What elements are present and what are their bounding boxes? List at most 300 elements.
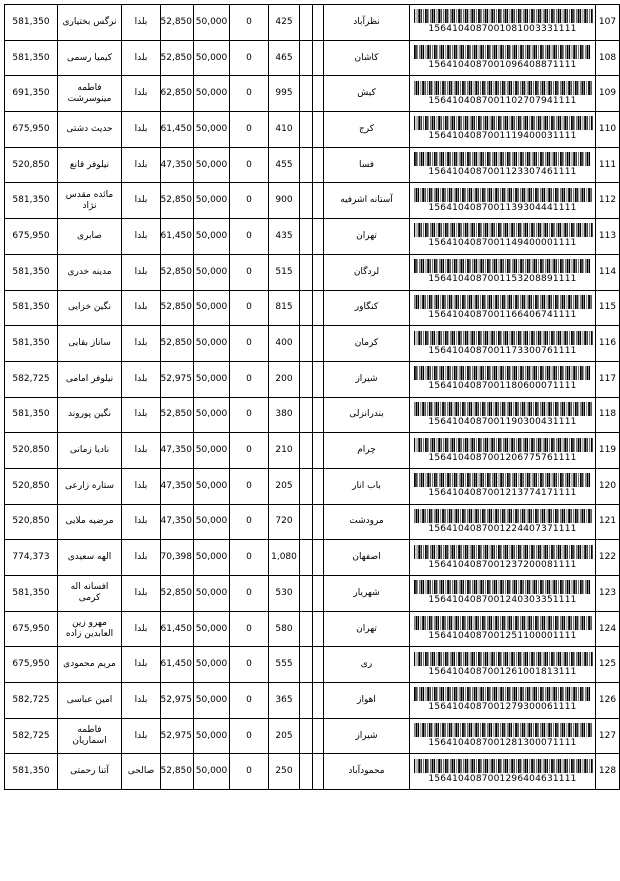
- extra-price-cell: 52,850: [161, 40, 194, 76]
- service-cell: بلدا: [122, 326, 161, 362]
- service-cell: بلدا: [122, 683, 161, 719]
- total-cell: 520,850: [5, 433, 58, 469]
- zero-cell: 0: [230, 147, 269, 183]
- city-cell: چرام: [324, 433, 410, 469]
- barcode-graphic: [414, 152, 591, 166]
- empty-cell: [313, 254, 324, 290]
- extra-price-cell: 52,850: [161, 5, 194, 41]
- recipient-name-cell: نیلوفر امامی: [58, 361, 122, 397]
- city-cell: محمودآباد: [324, 754, 410, 790]
- total-cell: 675,950: [5, 647, 58, 683]
- recipient-name-cell: ساناز بقایی: [58, 326, 122, 362]
- empty-cell: [313, 5, 324, 41]
- barcode-graphic: [414, 723, 591, 737]
- city-cell: فسا: [324, 147, 410, 183]
- row-number: 128: [596, 754, 620, 790]
- base-price-cell: 50,000: [194, 326, 230, 362]
- recipient-name-cell: نگین خزایی: [58, 290, 122, 326]
- city-cell: آستانه اشرفیه: [324, 183, 410, 219]
- empty-cell: [300, 718, 313, 754]
- weight-cell: 400: [269, 326, 300, 362]
- city-cell: کنگاور: [324, 290, 410, 326]
- base-price-cell: 50,000: [194, 647, 230, 683]
- base-price-cell: 50,000: [194, 254, 230, 290]
- zero-cell: 0: [230, 683, 269, 719]
- service-cell: بلدا: [122, 147, 161, 183]
- row-number: 115: [596, 290, 620, 326]
- total-cell: 581,350: [5, 40, 58, 76]
- total-cell: 581,350: [5, 254, 58, 290]
- empty-cell: [313, 504, 324, 540]
- extra-price-cell: 52,850: [161, 183, 194, 219]
- total-cell: 520,850: [5, 147, 58, 183]
- table-row: [5, 504, 620, 540]
- weight-cell: 435: [269, 219, 300, 255]
- barcode-graphic: [414, 295, 591, 309]
- table-row: [5, 361, 620, 397]
- barcode-number: 1564104087001081003331111: [428, 24, 577, 35]
- base-price-cell: 50,000: [194, 576, 230, 612]
- base-price-cell: 50,000: [194, 219, 230, 255]
- barcode-graphic: [414, 616, 591, 630]
- total-cell: 774,373: [5, 540, 58, 576]
- service-cell: بلدا: [122, 397, 161, 433]
- barcode-cell: [410, 147, 596, 183]
- service-cell: بلدا: [122, 611, 161, 647]
- empty-cell: [313, 468, 324, 504]
- table-row: [5, 112, 620, 148]
- empty-cell: [300, 76, 313, 112]
- barcode-number: 1564104087001139304441111: [428, 202, 577, 213]
- total-cell: 675,950: [5, 112, 58, 148]
- barcode-number: 1564104087001279300061111: [428, 702, 577, 713]
- city-cell: تهران: [324, 219, 410, 255]
- base-price-cell: 50,000: [194, 76, 230, 112]
- weight-cell: 530: [269, 576, 300, 612]
- barcode-number: 1564104087001123307461111: [428, 167, 577, 178]
- service-cell: بلدا: [122, 76, 161, 112]
- empty-cell: [300, 147, 313, 183]
- total-cell: 520,850: [5, 504, 58, 540]
- city-cell: لردگان: [324, 254, 410, 290]
- row-number: 113: [596, 219, 620, 255]
- base-price-cell: 50,000: [194, 718, 230, 754]
- weight-cell: 200: [269, 361, 300, 397]
- row-number: 108: [596, 40, 620, 76]
- barcode-cell: [410, 468, 596, 504]
- base-price-cell: 50,000: [194, 361, 230, 397]
- extra-price-cell: 52,850: [161, 326, 194, 362]
- service-cell: بلدا: [122, 112, 161, 148]
- empty-cell: [300, 397, 313, 433]
- barcode-number: 1564104087001149400001111: [428, 238, 577, 249]
- base-price-cell: 50,000: [194, 468, 230, 504]
- empty-cell: [313, 290, 324, 326]
- table-row: [5, 433, 620, 469]
- recipient-name-cell: مائده مقدس نژاد: [58, 183, 122, 219]
- recipient-name-cell: نگین پوروند: [58, 397, 122, 433]
- row-number: 111: [596, 147, 620, 183]
- weight-cell: 250: [269, 754, 300, 790]
- empty-cell: [313, 40, 324, 76]
- total-cell: 581,350: [5, 576, 58, 612]
- row-number: 114: [596, 254, 620, 290]
- empty-cell: [300, 647, 313, 683]
- table-row: [5, 5, 620, 41]
- zero-cell: 0: [230, 290, 269, 326]
- recipient-name-cell: نادیا زمانی: [58, 433, 122, 469]
- barcode-graphic: [414, 366, 591, 380]
- total-cell: 581,350: [5, 397, 58, 433]
- table-row: [5, 76, 620, 112]
- barcode-cell: [410, 433, 596, 469]
- table-row: [5, 647, 620, 683]
- city-cell: اهواز: [324, 683, 410, 719]
- base-price-cell: 50,000: [194, 147, 230, 183]
- base-price-cell: 50,000: [194, 397, 230, 433]
- zero-cell: 0: [230, 540, 269, 576]
- weight-cell: 410: [269, 112, 300, 148]
- extra-price-cell: 70,398: [161, 540, 194, 576]
- empty-cell: [300, 576, 313, 612]
- barcode-graphic: [414, 438, 591, 452]
- empty-cell: [300, 326, 313, 362]
- extra-price-cell: 61,450: [161, 219, 194, 255]
- zero-cell: 0: [230, 504, 269, 540]
- row-number: 116: [596, 326, 620, 362]
- recipient-name-cell: نیلوفر قانع: [58, 147, 122, 183]
- row-number: 125: [596, 647, 620, 683]
- service-cell: بلدا: [122, 5, 161, 41]
- row-number: 119: [596, 433, 620, 469]
- base-price-cell: 50,000: [194, 40, 230, 76]
- weight-cell: 720: [269, 504, 300, 540]
- city-cell: بندرانزلی: [324, 397, 410, 433]
- total-cell: 582,725: [5, 361, 58, 397]
- base-price-cell: 50,000: [194, 754, 230, 790]
- service-cell: بلدا: [122, 468, 161, 504]
- barcode-number: 1564104087001180600071111: [428, 381, 577, 392]
- zero-cell: 0: [230, 183, 269, 219]
- barcode-number: 1564104087001224407371111: [428, 523, 577, 534]
- table-row: [5, 183, 620, 219]
- extra-price-cell: 47,350: [161, 147, 194, 183]
- city-cell: کرج: [324, 112, 410, 148]
- base-price-cell: 50,000: [194, 5, 230, 41]
- base-price-cell: 50,000: [194, 183, 230, 219]
- extra-price-cell: 62,850: [161, 76, 194, 112]
- weight-cell: 380: [269, 397, 300, 433]
- total-cell: 691,350: [5, 76, 58, 112]
- table-row: [5, 219, 620, 255]
- base-price-cell: 50,000: [194, 433, 230, 469]
- empty-cell: [313, 718, 324, 754]
- empty-cell: [300, 112, 313, 148]
- row-number: 109: [596, 76, 620, 112]
- row-number: 112: [596, 183, 620, 219]
- barcode-graphic: [414, 223, 591, 237]
- barcode-cell: [410, 183, 596, 219]
- barcode-graphic: [414, 259, 591, 273]
- service-cell: بلدا: [122, 219, 161, 255]
- barcode-cell: [410, 754, 596, 790]
- barcode-number: 1564104087001251100001111: [428, 631, 577, 642]
- barcode-number: 1564104087001173300761111: [428, 345, 577, 356]
- barcode-cell: [410, 254, 596, 290]
- barcode-cell: [410, 40, 596, 76]
- barcode-cell: [410, 504, 596, 540]
- zero-cell: 0: [230, 76, 269, 112]
- empty-cell: [313, 754, 324, 790]
- weight-cell: 455: [269, 147, 300, 183]
- recipient-name-cell: فاطمه اسماریان: [58, 718, 122, 754]
- shipment-sheet: [4, 4, 617, 790]
- zero-cell: 0: [230, 112, 269, 148]
- extra-price-cell: 61,450: [161, 647, 194, 683]
- weight-cell: 515: [269, 254, 300, 290]
- service-cell: بلدا: [122, 433, 161, 469]
- extra-price-cell: 52,850: [161, 290, 194, 326]
- barcode-number: 1564104087001153208891111: [428, 274, 577, 285]
- row-number: 110: [596, 112, 620, 148]
- extra-price-cell: 61,450: [161, 611, 194, 647]
- barcode-graphic: [414, 45, 591, 59]
- base-price-cell: 50,000: [194, 112, 230, 148]
- base-price-cell: 50,000: [194, 540, 230, 576]
- row-number: 122: [596, 540, 620, 576]
- table-row: [5, 290, 620, 326]
- city-cell: شیراز: [324, 718, 410, 754]
- weight-cell: 555: [269, 647, 300, 683]
- empty-cell: [300, 611, 313, 647]
- table-row: [5, 397, 620, 433]
- zero-cell: 0: [230, 754, 269, 790]
- barcode-number: 1564104087001119400031111: [428, 131, 577, 142]
- table-row: [5, 718, 620, 754]
- table-row: [5, 326, 620, 362]
- base-price-cell: 50,000: [194, 290, 230, 326]
- empty-cell: [300, 219, 313, 255]
- total-cell: 581,350: [5, 183, 58, 219]
- city-cell: شهریار: [324, 576, 410, 612]
- city-cell: کاشان: [324, 40, 410, 76]
- barcode-cell: [410, 540, 596, 576]
- row-number: 123: [596, 576, 620, 612]
- row-number: 127: [596, 718, 620, 754]
- city-cell: ری: [324, 647, 410, 683]
- barcode-graphic: [414, 580, 591, 594]
- zero-cell: 0: [230, 647, 269, 683]
- recipient-name-cell: امین عباسی: [58, 683, 122, 719]
- empty-cell: [313, 326, 324, 362]
- recipient-name-cell: فاطمه مینوسرشت: [58, 76, 122, 112]
- barcode-number: 1564104087001213774171111: [428, 488, 577, 499]
- weight-cell: 205: [269, 718, 300, 754]
- row-number: 117: [596, 361, 620, 397]
- table-row: [5, 254, 620, 290]
- barcode-number: 1564104087001206775761111: [428, 452, 577, 463]
- extra-price-cell: 47,350: [161, 468, 194, 504]
- barcode-graphic: [414, 687, 591, 701]
- zero-cell: 0: [230, 361, 269, 397]
- row-number: 124: [596, 611, 620, 647]
- barcode-cell: [410, 361, 596, 397]
- empty-cell: [300, 683, 313, 719]
- barcode-number: 1564104087001261001813111: [428, 666, 577, 677]
- recipient-name-cell: نرگس بختیاری: [58, 5, 122, 41]
- recipient-name-cell: حدیث دشتی: [58, 112, 122, 148]
- row-number: 126: [596, 683, 620, 719]
- extra-price-cell: 52,850: [161, 576, 194, 612]
- city-cell: کیش: [324, 76, 410, 112]
- city-cell: باب انار: [324, 468, 410, 504]
- barcode-graphic: [414, 652, 591, 666]
- weight-cell: 1,080: [269, 540, 300, 576]
- empty-cell: [313, 433, 324, 469]
- table-row: [5, 540, 620, 576]
- extra-price-cell: 61,450: [161, 112, 194, 148]
- empty-cell: [313, 647, 324, 683]
- city-cell: شیراز: [324, 361, 410, 397]
- total-cell: 675,950: [5, 611, 58, 647]
- zero-cell: 0: [230, 219, 269, 255]
- barcode-cell: [410, 683, 596, 719]
- recipient-name-cell: مرضیه ملایی: [58, 504, 122, 540]
- barcode-cell: [410, 290, 596, 326]
- base-price-cell: 50,000: [194, 504, 230, 540]
- service-cell: بلدا: [122, 40, 161, 76]
- empty-cell: [313, 576, 324, 612]
- weight-cell: 900: [269, 183, 300, 219]
- service-cell: بلدا: [122, 718, 161, 754]
- weight-cell: 425: [269, 5, 300, 41]
- barcode-number: 1564104087001281300071111: [428, 738, 577, 749]
- service-cell: بلدا: [122, 290, 161, 326]
- weight-cell: 465: [269, 40, 300, 76]
- zero-cell: 0: [230, 433, 269, 469]
- city-cell: اصفهان: [324, 540, 410, 576]
- recipient-name-cell: آتنا رحمتی: [58, 754, 122, 790]
- weight-cell: 210: [269, 433, 300, 469]
- recipient-name-cell: مهرو زین العابدین زاده: [58, 611, 122, 647]
- barcode-graphic: [414, 9, 591, 23]
- base-price-cell: 50,000: [194, 611, 230, 647]
- empty-cell: [300, 540, 313, 576]
- empty-cell: [300, 468, 313, 504]
- recipient-name-cell: کیمیا رسمی: [58, 40, 122, 76]
- extra-price-cell: 47,350: [161, 504, 194, 540]
- barcode-graphic: [414, 331, 591, 345]
- barcode-cell: [410, 397, 596, 433]
- shipment-rows: [5, 5, 620, 790]
- barcode-number: 1564104087001240303351111: [428, 595, 577, 606]
- table-row: [5, 147, 620, 183]
- barcode-cell: [410, 326, 596, 362]
- empty-cell: [313, 683, 324, 719]
- barcode-graphic: [414, 188, 591, 202]
- extra-price-cell: 52,850: [161, 754, 194, 790]
- barcode-cell: [410, 5, 596, 41]
- total-cell: 582,725: [5, 683, 58, 719]
- empty-cell: [313, 147, 324, 183]
- total-cell: 581,350: [5, 5, 58, 41]
- city-cell: نظرآباد: [324, 5, 410, 41]
- empty-cell: [300, 290, 313, 326]
- table-row: [5, 576, 620, 612]
- service-cell: بلدا: [122, 576, 161, 612]
- city-cell: کرمان: [324, 326, 410, 362]
- extra-price-cell: 52,850: [161, 254, 194, 290]
- weight-cell: 205: [269, 468, 300, 504]
- empty-cell: [313, 183, 324, 219]
- zero-cell: 0: [230, 397, 269, 433]
- weight-cell: 365: [269, 683, 300, 719]
- service-cell: بلدا: [122, 647, 161, 683]
- barcode-cell: [410, 576, 596, 612]
- service-cell: بلدا: [122, 504, 161, 540]
- shipment-table: [4, 4, 620, 790]
- barcode-cell: [410, 647, 596, 683]
- empty-cell: [300, 361, 313, 397]
- empty-cell: [313, 219, 324, 255]
- zero-cell: 0: [230, 468, 269, 504]
- barcode-graphic: [414, 545, 591, 559]
- row-number: 121: [596, 504, 620, 540]
- empty-cell: [313, 76, 324, 112]
- table-row: [5, 683, 620, 719]
- table-row: [5, 611, 620, 647]
- extra-price-cell: 52,975: [161, 361, 194, 397]
- zero-cell: 0: [230, 254, 269, 290]
- service-cell: بلدا: [122, 254, 161, 290]
- barcode-cell: [410, 112, 596, 148]
- zero-cell: 0: [230, 5, 269, 41]
- extra-price-cell: 52,975: [161, 718, 194, 754]
- empty-cell: [300, 433, 313, 469]
- row-number: 107: [596, 5, 620, 41]
- empty-cell: [300, 504, 313, 540]
- empty-cell: [313, 397, 324, 433]
- recipient-name-cell: الهه سعیدی: [58, 540, 122, 576]
- zero-cell: 0: [230, 576, 269, 612]
- city-cell: تهران: [324, 611, 410, 647]
- zero-cell: 0: [230, 611, 269, 647]
- extra-price-cell: 52,975: [161, 683, 194, 719]
- barcode-cell: [410, 718, 596, 754]
- service-cell: صالحی: [122, 754, 161, 790]
- barcode-cell: [410, 219, 596, 255]
- service-cell: بلدا: [122, 361, 161, 397]
- zero-cell: 0: [230, 326, 269, 362]
- barcode-graphic: [414, 116, 591, 130]
- barcode-number: 1564104087001237200081111: [428, 559, 577, 570]
- total-cell: 520,850: [5, 468, 58, 504]
- recipient-name-cell: مریم محمودی: [58, 647, 122, 683]
- weight-cell: 580: [269, 611, 300, 647]
- extra-price-cell: 47,350: [161, 433, 194, 469]
- table-row: [5, 40, 620, 76]
- barcode-number: 1564104087001166406741111: [428, 309, 577, 320]
- city-cell: مرودشت: [324, 504, 410, 540]
- zero-cell: 0: [230, 40, 269, 76]
- table-row: [5, 468, 620, 504]
- empty-cell: [300, 754, 313, 790]
- empty-cell: [300, 183, 313, 219]
- empty-cell: [313, 361, 324, 397]
- empty-cell: [313, 611, 324, 647]
- service-cell: بلدا: [122, 183, 161, 219]
- weight-cell: 995: [269, 76, 300, 112]
